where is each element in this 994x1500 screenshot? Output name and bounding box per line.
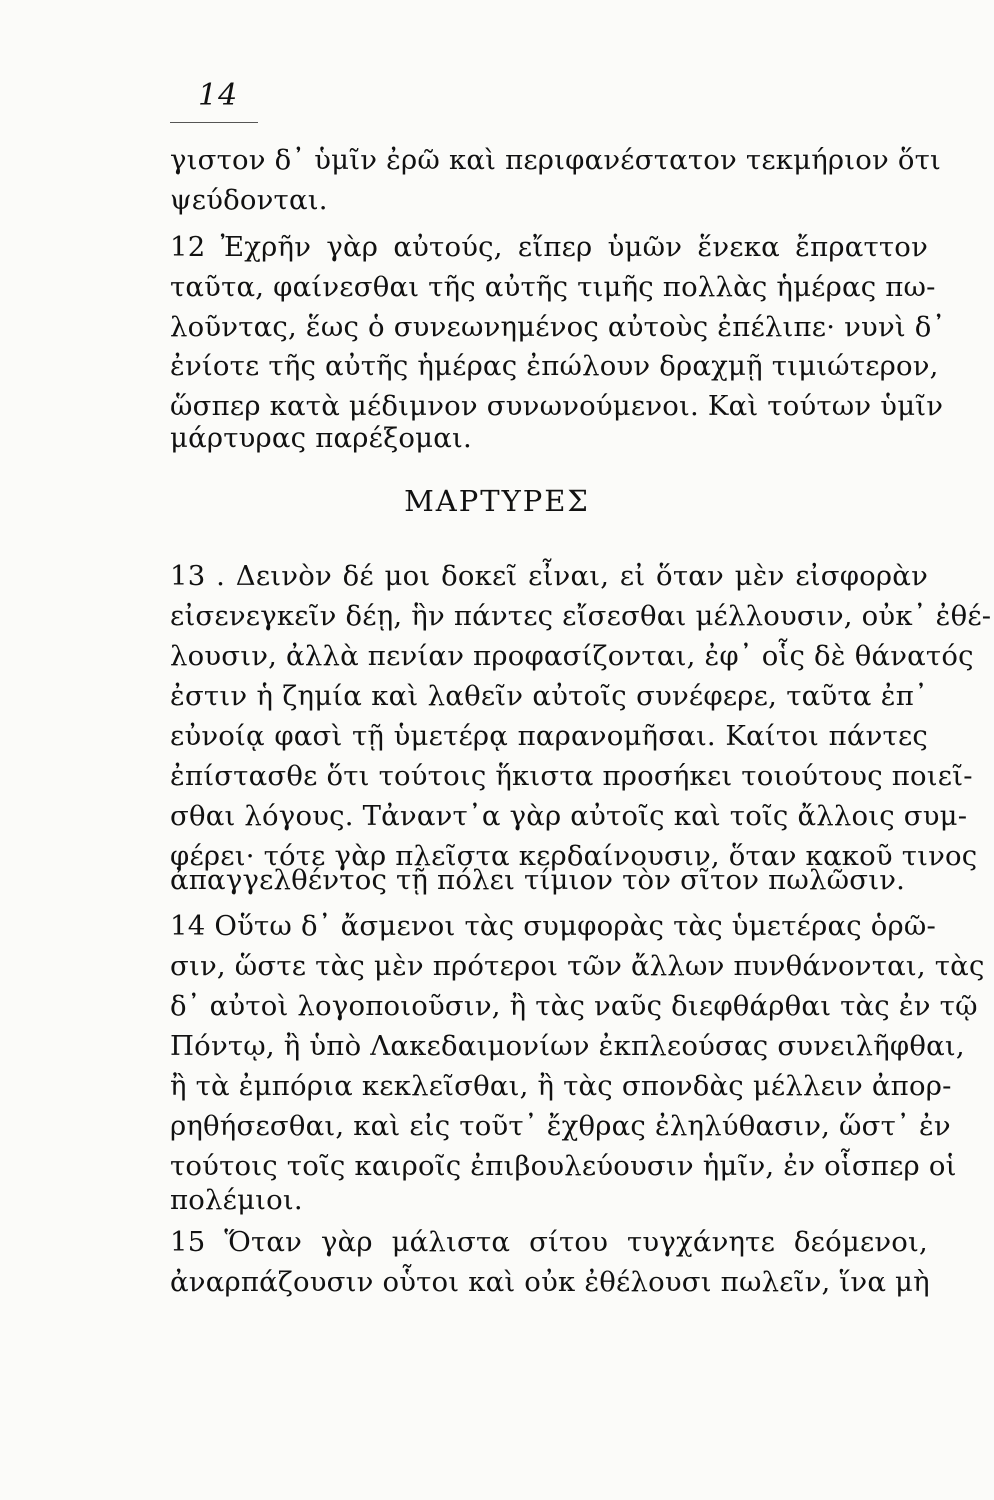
page-number-rule	[170, 122, 258, 123]
text-line: πολέμιοι.	[170, 1184, 303, 1216]
text-line: εὐνοίᾳ φασὶ τῇ ὑμετέρᾳ παρανομῆσαι. Καίτοι πάντες	[170, 720, 928, 752]
text-line: γιστον δ᾽ ὑμῖν ἐρῶ καὶ περιφανέστατον τεκμήριον ὅτι	[170, 144, 942, 176]
text-line: ἐστιν ἡ ζημία καὶ λαθεῖν αὐτοῖς συνέφερε, ταῦτα ἐπ᾽	[170, 680, 928, 712]
text-line: εἰσενεγκεῖν δέῃ, ἣν πάντες εἴσεσθαι μέλλουσιν, οὐκ᾽ ἐθέ-	[170, 600, 992, 632]
text-line: ἀπαγγελθέντος τῇ πόλει τίμιον τὸν σῖτον πωλῶσιν.	[170, 864, 906, 896]
text-line: ἀναρπάζουσιν οὗτοι καὶ οὐκ ἐθέλουσι πωλεῖν, ἵνα μὴ	[170, 1266, 930, 1298]
text-line: δ᾽ αὐτοὶ λογοποιοῦσιν, ἢ τὰς ναῦς διεφθάρθαι τὰς ἐν τῷ	[170, 990, 978, 1022]
section-heading: ΜΑΡΤΥΡΕΣ	[404, 484, 590, 518]
text-line: σιν, ὥστε τὰς μὲν πρότεροι τῶν ἄλλων πυνθάνονται, τὰς	[170, 950, 985, 982]
text-line: σθαι λόγους. Τἀναντ᾽α γὰρ αὐτοῖς καὶ τοῖς ἄλλοις συμ-	[170, 800, 968, 832]
text-line: ψεύδονται.	[170, 184, 328, 216]
text-line: 13 . Δεινὸν δέ μοι δοκεῖ εἶναι, εἰ ὅταν μὲν εἰσφορὰν	[170, 560, 928, 592]
text-line: λοῦντας, ἕως ὁ συνεωνημένος αὐτοὺς ἐπέλιπε· νυνὶ δ᾽	[170, 311, 946, 343]
text-line: ἢ τὰ ἐμπόρια κεκλεῖσθαι, ἢ τὰς σπονδὰς μέλλειν ἀπορ-	[170, 1070, 952, 1102]
text-line: ἐπίστασθε ὅτι τούτοις ἥκιστα προσήκει τοιούτους ποιεῖ-	[170, 760, 973, 792]
text-line: 14 Οὕτω δ᾽ ἄσμενοι τὰς συμφορὰς τὰς ὑμετέρας ὁρῶ-	[170, 910, 937, 942]
text-line: 15 Ὅταν γὰρ μάλιστα σίτου τυγχάνητε δεόμενοι,	[170, 1226, 928, 1258]
text-line: φέρει· τότε γὰρ πλεῖστα κερδαίνουσιν, ὅταν κακοῦ τινος	[170, 840, 978, 872]
text-line: ἐνίοτε τῆς αὐτῆς ἡμέρας ἐπώλουν δραχμῇ τιμιώτερον,	[170, 350, 939, 382]
text-line: λουσιν, ἀλλὰ πενίαν προφασίζονται, ἐφ᾽ οἷς δὲ θάνατός	[170, 640, 974, 672]
page-number: 14	[198, 78, 239, 113]
text-line: 12 Ἐχρῆν γὰρ αὐτούς, εἴπερ ὑμῶν ἕνεκα ἔπραττον	[170, 231, 928, 263]
text-line: ρηθήσεσθαι, καὶ εἰς τοῦτ᾽ ἔχθρας ἐληλύθασιν, ὥστ᾽ ἐν	[170, 1110, 951, 1142]
text-line: μάρτυρας παρέξομαι.	[170, 422, 472, 454]
text-line: τούτοις τοῖς καιροῖς ἐπιβουλεύουσιν ἡμῖν, ἐν οἷσπερ οἱ	[170, 1150, 957, 1182]
text-line: ταῦτα, φαίνεσθαι τῆς αὐτῆς τιμῆς πολλὰς ἡμέρας πω-	[170, 271, 936, 303]
text-line: Πόντῳ, ἢ ὑπὸ Λακεδαιμονίων ἐκπλεούσας συνειλῆφθαι,	[170, 1030, 965, 1062]
text-line: ὥσπερ κατὰ μέδιμνον συνωνούμενοι. Καὶ τούτων ὑμῖν	[170, 390, 944, 422]
